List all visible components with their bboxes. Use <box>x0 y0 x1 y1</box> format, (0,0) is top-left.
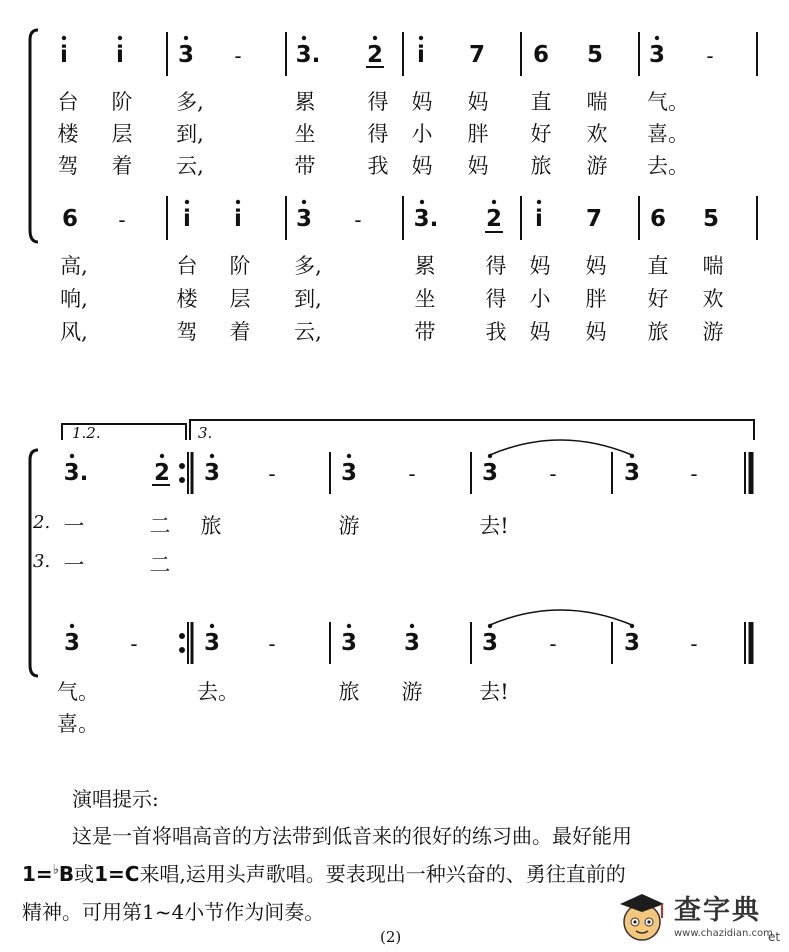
lyric: 着 <box>229 320 251 344</box>
lyric: 小 <box>529 287 551 311</box>
note: i <box>234 206 242 232</box>
lyric: 游 <box>586 154 608 178</box>
note: 3 <box>481 630 499 656</box>
watermark-tail: et <box>768 930 781 944</box>
lyric: 台 <box>176 254 198 278</box>
note: 7 <box>468 42 486 68</box>
dash: - <box>549 462 557 486</box>
lyric: 喜。 <box>57 712 99 736</box>
lyric: 气。 <box>647 90 689 114</box>
note: 3 <box>623 630 641 656</box>
dash: - <box>706 44 714 68</box>
lyric: 妈 <box>467 154 489 178</box>
hint-line-3: 精神。可用第1~4小节作为间奏。 <box>22 900 325 924</box>
hint-title: 演唱提示: <box>72 787 159 811</box>
lyric: 我 <box>367 154 389 178</box>
lyric: 妈 <box>411 154 433 178</box>
note: i <box>60 42 68 68</box>
lyric: 得 <box>485 254 507 278</box>
note: 3. <box>63 460 89 486</box>
note: i <box>183 206 191 232</box>
lyric: 气。 <box>57 680 99 704</box>
note: 2 <box>153 460 171 486</box>
lyric: 旅 <box>530 154 552 178</box>
lyric: 云, <box>294 320 322 344</box>
hint-or: 或 <box>74 862 95 886</box>
lyric: 带 <box>414 320 436 344</box>
lyric: 多, <box>294 254 322 278</box>
key-b: B <box>58 862 75 886</box>
note: i <box>535 206 543 232</box>
note: 3 <box>340 630 358 656</box>
verse-2-label: 2. <box>33 512 51 533</box>
lyric: 妈 <box>529 254 551 278</box>
lyric: 累 <box>414 254 436 278</box>
lyric: 一 <box>63 514 85 538</box>
lyric: 楼 <box>176 287 198 311</box>
note: 3 <box>203 630 221 656</box>
lyric: 妈 <box>529 320 551 344</box>
lyric: 阶 <box>111 90 133 114</box>
lyric: 响, <box>60 287 88 311</box>
lyric: 去。 <box>647 154 689 178</box>
chazidian-watermark <box>612 888 782 946</box>
lyric: 坐 <box>414 287 436 311</box>
lyric: 得 <box>367 90 389 114</box>
verse-3-label: 3. <box>33 551 51 572</box>
lyric: 旅 <box>200 514 222 538</box>
note: 6 <box>61 206 79 232</box>
lyric: 风, <box>60 320 88 344</box>
dash: - <box>408 462 416 486</box>
lyric: 多, <box>176 90 204 114</box>
note: 7 <box>585 206 603 232</box>
lyric: 喘 <box>586 90 608 114</box>
lyric: 游 <box>338 514 360 538</box>
lyric: 好 <box>647 287 669 311</box>
note: 3 <box>340 460 358 486</box>
lyric: 得 <box>367 122 389 146</box>
dash: - <box>130 632 138 656</box>
lyric: 层 <box>229 287 251 311</box>
lyric: 楼 <box>57 122 79 146</box>
note: 5 <box>586 42 604 68</box>
note: 3 <box>481 460 499 486</box>
lyric: 旅 <box>647 320 669 344</box>
lyric: 妈 <box>467 90 489 114</box>
lyric: 胖 <box>585 287 607 311</box>
system-brace <box>30 30 38 242</box>
note: i <box>116 42 124 68</box>
note: 3 <box>63 630 81 656</box>
lyric: 喜。 <box>647 122 689 146</box>
lyric: 阶 <box>229 254 251 278</box>
lyric: 累 <box>294 90 316 114</box>
lyric: 云, <box>176 154 204 178</box>
lyric: 去! <box>479 514 509 538</box>
lyric: 欢 <box>586 122 608 146</box>
lyric: 层 <box>111 122 133 146</box>
lyric: 二 <box>149 514 171 538</box>
lyric: 喘 <box>702 254 724 278</box>
lyric: 驾 <box>176 320 198 344</box>
lyric: 游 <box>401 680 423 704</box>
dash: - <box>690 462 698 486</box>
lyric: 好 <box>530 122 552 146</box>
dash: - <box>354 208 362 232</box>
note: 3. <box>413 206 439 232</box>
lyric: 妈 <box>585 254 607 278</box>
hint-line-2 <box>22 858 626 887</box>
volta-2-label: 3. <box>198 424 213 442</box>
note: 2 <box>485 206 503 232</box>
dash: - <box>268 632 276 656</box>
lyric: 妈 <box>411 90 433 114</box>
lyric: 得 <box>485 287 507 311</box>
watermark-site: www.chazidian.com <box>674 928 773 939</box>
note: 3 <box>648 42 666 68</box>
lyric: 直 <box>530 90 552 114</box>
flat-sign: ♭ <box>52 862 59 878</box>
lyric: 小 <box>411 122 433 146</box>
lyric: 欢 <box>702 287 724 311</box>
note: 3. <box>295 42 321 68</box>
lyric: 二 <box>149 553 171 577</box>
key-signature-1: 1= <box>22 862 53 886</box>
note: 5 <box>702 206 720 232</box>
note: 2 <box>366 42 384 68</box>
volta-1-label: 1.2. <box>72 424 101 442</box>
lyric: 一 <box>63 553 85 577</box>
note: 3 <box>295 206 313 232</box>
lyric: 台 <box>57 90 79 114</box>
note: i <box>417 42 425 68</box>
note: 3 <box>403 630 421 656</box>
lyric: 坐 <box>294 122 316 146</box>
hint-line-2-rest: 来唱,运用头声歌唱。要表现出一种兴奋的、勇往直前的 <box>139 862 626 886</box>
lyric: 直 <box>647 254 669 278</box>
note: 6 <box>649 206 667 232</box>
note: 3 <box>623 460 641 486</box>
dash: - <box>690 632 698 656</box>
lyric: 妈 <box>585 320 607 344</box>
lyric: 高, <box>60 254 88 278</box>
mascot-icon <box>612 888 672 946</box>
lyric: 带 <box>294 154 316 178</box>
lyric: 我 <box>485 320 507 344</box>
note: 3 <box>177 42 195 68</box>
lyric: 旅 <box>338 680 360 704</box>
hint-line-1: 这是一首将唱高音的方法带到低音来的很好的练习曲。最好能用 <box>72 824 632 848</box>
page-number: (2) <box>380 928 402 946</box>
dash: - <box>118 208 126 232</box>
note: 6 <box>532 42 550 68</box>
dash: - <box>234 44 242 68</box>
lyric: 去。 <box>197 680 239 704</box>
lyric: 游 <box>702 320 724 344</box>
lyric: 胖 <box>467 122 489 146</box>
lyric: 着 <box>111 154 133 178</box>
dash: - <box>549 632 557 656</box>
lyric: 到, <box>176 122 204 146</box>
key-signature-2: 1=C <box>94 862 140 886</box>
lyric: 驾 <box>57 154 79 178</box>
watermark-brand: 查字典 <box>674 895 761 926</box>
dash: - <box>268 462 276 486</box>
lyric: 去! <box>479 680 509 704</box>
note: 3 <box>203 460 221 486</box>
lyric: 到, <box>294 287 322 311</box>
